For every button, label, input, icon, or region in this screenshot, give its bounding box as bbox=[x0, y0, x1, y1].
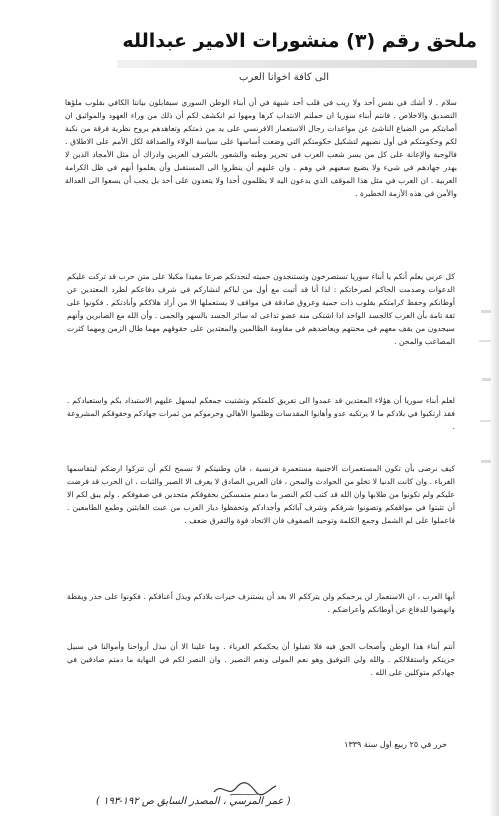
paragraph-5: أيها العرب ، ان الاستعمار لن يرحمكم ولن يترككم الا بعد أن يستنزف خيرات بلادكم ويذل أعناقكم . فكونوا على حذر ويقظة وانهضوا للدفاع عن أوطانكم وأعراضكم . bbox=[67, 592, 455, 614]
title-underline bbox=[117, 60, 477, 68]
source-citation: ( عمر المرسي ، المصدر السابق ص ١٩٢-١٩٣ ) bbox=[96, 796, 291, 807]
appendix-title: ملحق رقم (٣) منشورات الامير عبدالله bbox=[122, 30, 477, 52]
margin-bleed-marks bbox=[477, 300, 495, 480]
paragraph-6: أنتم أبناء هذا الوطن وأصحاب الحق فيه فلا تقبلوا أن يحكمكم الغرباء . وما علينا الا أن نبذل أرواحنا وأموالنا في سبيل حريتكم واستقلالكم . والله ولي التوفيق وهو نعم المولى ونعم النصير . وان النصر لكم في النهاية ما دمتم صادقين في جهادكم متوكلين على الله . bbox=[67, 642, 455, 677]
paragraph-3: لعلم أبناء سوريا أن هؤلاء المعتدين قد عمدوا الى تفريق كلمتكم وتشتيت جمعكم ليسهل عليهم الاستبداد بكم واستعبادكم . فقد ارتكبوا في بلادكم ما لا يرتكبه عدو وأهانوا المقدسات وظلموا الأهالي وحرموكم من ثمرات جهادكم وحقوقكم المشروعة . bbox=[67, 396, 455, 431]
paragraph-4: كيف نرضى بأن تكون المستعمرات الاجنبية مستعمرة فرنسية ، فان وطنيتكم لا تسمح لكم أن تتركوا ارضكم ليتقاسمها الغرباء . وان كانت الدنيا لا تخلو من الحوادث والمحن ، فان العربي الصادق لا يعرف الا الصبر والثبات . ان الحرب قد فرضت عليكم ولم تكونوا من طلابها وان الله قد كتب لكم النصر ما دمتم متمسكين بحقوقكم متحدين في صفوفكم . ولم يبق لكم الا أن تثبتوا في مواقفكم وتصونوا شرفكم وشرف آبائكم وأجدادكم وتحفظوا ديار العرب من عبث العابثين وطمع الطامعين . فاعملوا على لم الشمل وجمع الكلمة وتوحيد الصفوف فان الاتحاد قوة والتفرق ضعف . bbox=[67, 464, 455, 525]
salutation-line: الى كافة اخوانا العرب bbox=[239, 72, 329, 83]
paragraph-1: سلام . لا أشك في نفس أحد ولا ريب في قلب أحد شبهة في أن أبناء الوطن السوري سيقابلون بيانتا الكافي بقلوب ملؤها التصديق والاخلاص . فانتم أبناء سوريا ان حملتم الانتداب كرها ومهوا ثم انكشف لكم أن ذلك من وراء العهود والمواثيق ان أصابتكم من الضياع الناشئ عن مواعدات رجال الاستعمار الافرنسي على يد من ذمتكم وتعاهدهم بروح نظرية فرقة من نكبة لكم وحكومتكم في أول نصبهم لتشكيل حكومتكم التي وضعت أساسها على سياسة الولاء والصداقة لكل الأمم على الاطلاق . فالوجبة والإعانة على كل من يسر شعب العرب في تحرير وطنه والشعور بالشرف العربي وادراك أن مثل الأمجاد الذين لا يهدر جهادهم في شيء ولا يضيع سعيهم في وهم . وان عليهم أن ينظروا الى المستقبل وأن يعلموا أنهم في ظل الكرامة العربية . ان العرب في مثل هذا الموقف الذي يدعون اليه لا يظلمون أحدا ولا يتعدون على أحد بل يجب أن يسعوا الى العدالة والأمن في هذه الأزمة الخطيرة . bbox=[65, 98, 457, 198]
document-date: حرر في ٢٥ ربيع اول سنة ١٣٣٩ bbox=[344, 740, 447, 749]
paragraph-2: كل عربي يعلم أنكم يا أبناء سوريا تستصرخون وتستنجدون حميته لنجدتكم صرعا مقيدا مكبلا على متن حرب قد تركت عليكم الدعوات وصدمت الحاكم لصرخاتكم : لذا أنا قد أتيت مع أول من لباكم لنشاركم في شرف دفاعكم لطرد المعتدين عن أوطانكم وحفظ كرامتكم بقلوب ذات حمية وعروق صادقة في مواقف لا يستعملها الا من أراد هلاككم وأبادتكم . فكونوا على ثقة تامة بأن العرب كالجسد الواحد اذا اشتكى منه عضو تداعى له سائر الجسد بالسهر والحمى . وأن الله مع الصابرين وأنهم سيجدون من يقف معهم في محنتهم ويعاضدهم في مقاومة الظالمين والمعتدين على حقوقهم مهما طال الزمن ومهما كثرت المصاعب والمحن . bbox=[67, 272, 455, 346]
